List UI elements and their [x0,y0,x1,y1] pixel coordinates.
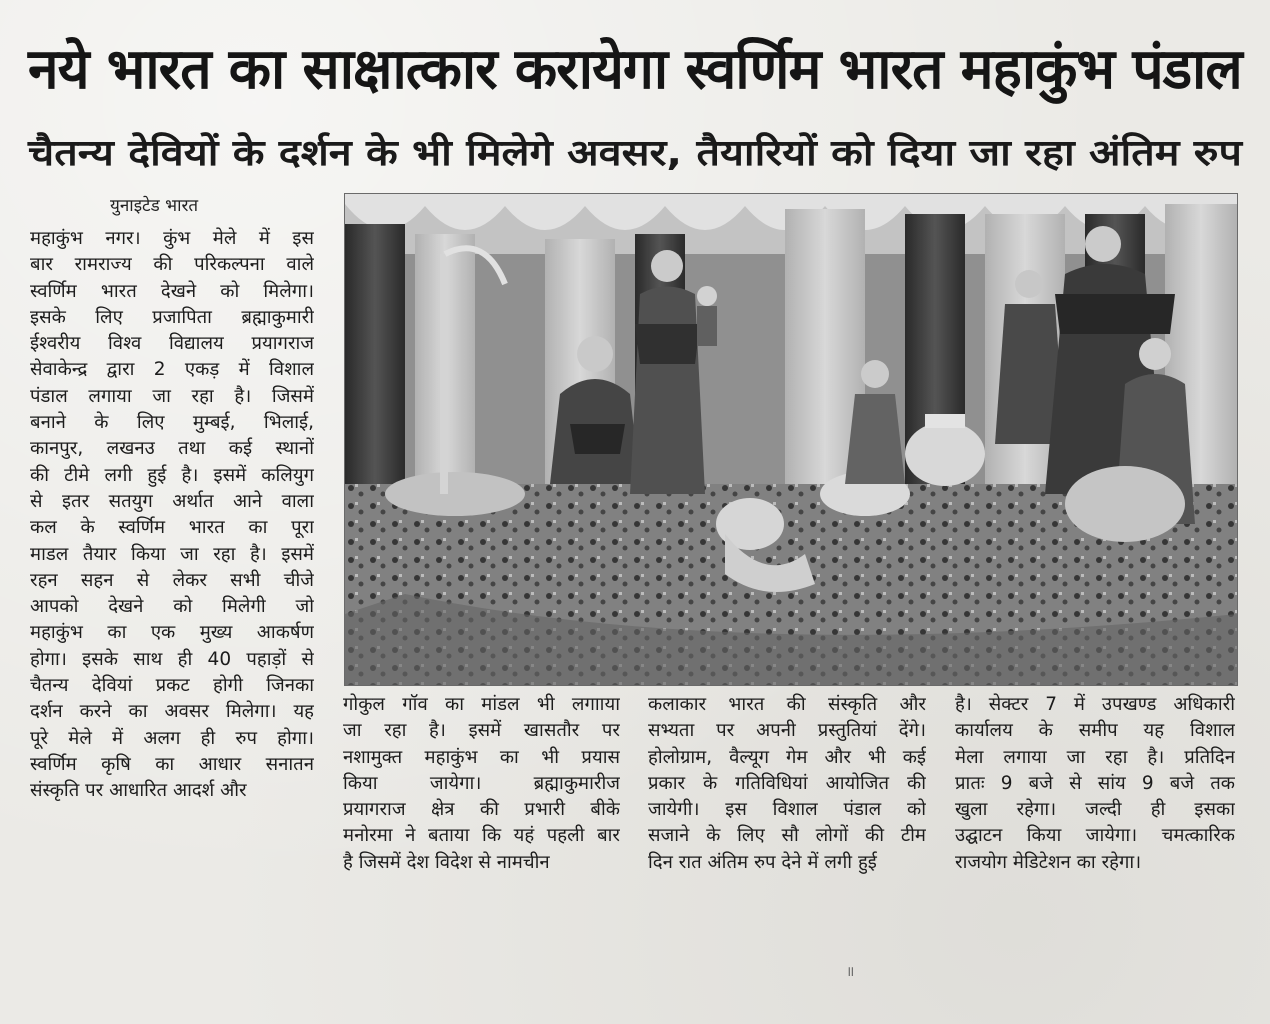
stage-tableau-image [345,194,1237,685]
article-line: है। सेक्टर 7 में उपखण्ड अधिकारी [955,694,1235,715]
article-line: प्रातः 9 बजे से सांय 9 बजे तक [955,772,1235,794]
article-line: सेवाकेन्द्र द्वारा 2 एकड़ में विशाल [30,359,314,381]
article-line: गोकुल गॉव का मांडल भी लगााया [343,694,620,715]
article-line: सभ्यता पर अपनी प्रस्तुतियां देंगे। [648,720,926,742]
article-line: दिन रात अंतिम रुप देने में लगी हुई [648,851,877,873]
article-line: महाकुंभ का एक मुख्य आकर्षण [30,622,314,644]
article-line: जा रहा है। इसमें खासतौर पर [343,720,620,742]
page-mark: ॥ [846,964,855,980]
article-line: सजाने के लिए सौ लोगों की टीम [648,825,926,847]
article-line: खुला रहेगा। जल्दी ही इसका [955,799,1235,821]
article-column-1 [30,226,314,805]
article-line: प्रकार के गतिविधियां आयोजित की [648,772,926,794]
article-line: होलोग्राम, वैल्यूग गेम और भी कई [648,746,926,768]
article-line: स्वर्णिम कृषि का आधार सनातन [30,753,314,775]
article-line: है जिसमें देश विदेश से नामचीन [343,851,550,873]
article-column-3 [648,692,926,876]
article-line: कल के स्वर्णिम भारत का पूरा [30,517,314,539]
article-line: चैतन्य देवियां प्रकट होगी जिनका [30,675,314,697]
article-line: महाकुंभ नगर। कुंभ मेले में इस [30,228,314,249]
article-line: रहन सहन से लेकर सभी चीजे [30,569,314,591]
news-photo [344,193,1238,686]
subheadline: चैतन्य देवियों के दर्शन के भी मिलेगे अवसर, तैयारियों को दिया जा रहा अंतिम रुप [28,133,1242,174]
headline: नये भारत का साक्षात्कार करायेगा स्वर्णिम भारत महाकुंभ पंडाल [28,37,1242,102]
article-line: माडल तैयार किया जा रहा है। इसमें [30,543,314,565]
article-line: उद्घाटन किया जायेगा। चमत्कारिक [955,825,1235,847]
article-line: संस्कृति पर आधारित आदर्श और [30,780,247,802]
article-line: आपको देखने को मिलेगी जो [30,596,314,618]
article-line: नशामुक्त महाकुंभ का भी प्रयास [343,746,620,768]
byline: युनाइटेड भारत [110,196,199,216]
article-line: बार रामराज्य की परिकल्पना वाले [30,254,314,276]
article-line: बनाने के लिए मुम्बई, भिलाई, [30,412,314,434]
article-line: कानपुर, लखनउ तथा कई स्थानों [30,438,314,460]
article-line: इसके लिए प्रजापिता ब्रह्माकुमारी [30,306,314,328]
article-line: जायेगी। इस विशाल पंडाल को [648,799,926,821]
article-line: मेला लगाया जा रहा है। प्रतिदिन [955,746,1235,768]
article-line: होगा। इसके साथ ही 40 पहाड़ों से [30,648,314,670]
article-line: पूरे मेले में अलग ही रुप होगा। [30,727,314,749]
article-line: कलाकार भारत की संस्कृति और [648,694,926,715]
article-line: मनोरमा ने बताया कि यहं पहली बार [343,825,620,847]
article-line: किया जायेगा। ब्रह्माकुमारीज [343,772,620,794]
article-line: दर्शन करने का अवसर मिलेगा। यह [30,701,314,723]
article-line: की टीमे लगी हुई है। इसमें कलियुग [30,464,314,486]
article-line: राजयोग मेडिटेशन का रहेगा। [955,851,1142,873]
article-line: प्रयागराज क्षेत्र की प्रभारी बीके [343,799,620,821]
article-line: पंडाल लगाया जा रहा है। जिसमें [30,385,314,407]
article-line: कार्यालय के समीप यह विशाल [955,720,1235,742]
article-line: स्वर्णिम भारत देखने को मिलेगा। [30,280,314,302]
article-line: ईश्वरीय विश्व विद्यालय प्रयागराज [30,333,314,355]
article-line: से इतर सतयुग अर्थात आने वाला [30,490,314,512]
article-column-4 [955,692,1235,876]
article-column-2 [343,692,620,876]
